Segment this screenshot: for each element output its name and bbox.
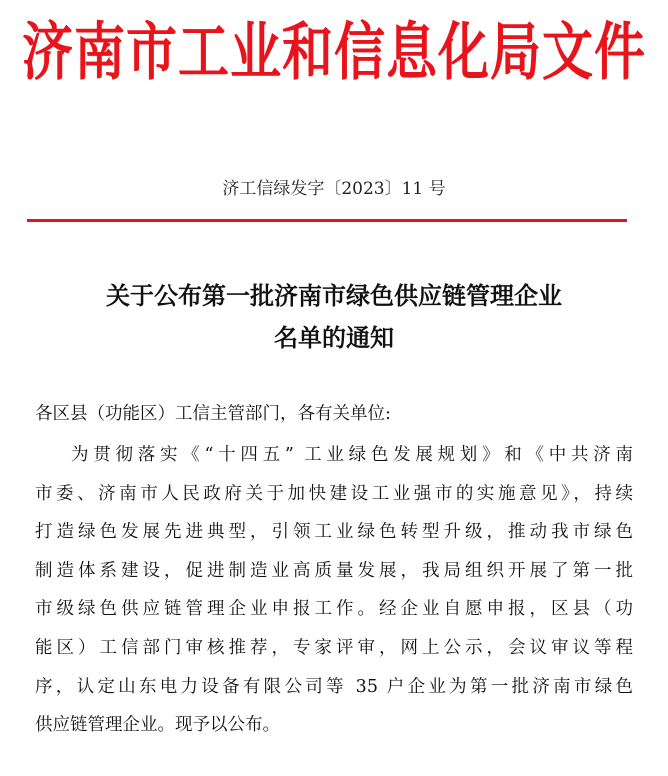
body-line: 打造绿色发展先进典型，引领工业绿色转型升级，推动我市绿色: [35, 522, 633, 543]
body-line: 供应链管理企业。现予以公布。: [35, 715, 280, 736]
title-line-1: 关于公布第一批济南市绿色供应链管理企业: [106, 281, 562, 310]
body-line: 为贯彻落实《“十四五” 工业绿色发展规划》和《中共济南: [71, 445, 633, 465]
issuer-masthead: 济南市工业和信息化局文件: [21, 17, 646, 90]
body-paragraph: [35, 436, 633, 745]
body-line: 序，认定山东电力设备有限公司等 35 户企业为第一批济南市绿色: [35, 676, 633, 697]
document-title: [20, 275, 648, 359]
body-line: 市级绿色供应链管理企业申报工作。经企业自愿申报，区县（功: [35, 599, 633, 620]
body-line: 能区）工信部门审核推荐，专家评审，网上公示，会议审议等程: [35, 637, 633, 658]
title-line-2: 名单的通知: [274, 323, 394, 352]
red-divider-line: [27, 219, 627, 222]
document-number: 济工信绿发字〔2023〕11 号: [222, 179, 446, 199]
body-line: 市委、济南市人民政府关于加快建设工业强市的实施意见》，持续: [35, 483, 633, 504]
body-line: 制造体系建设，促进制造业高质量发展，我局组织开展了第一批: [35, 560, 633, 581]
salutation: 各区县（功能区）工信主管部门，各有关单位:: [35, 404, 391, 424]
